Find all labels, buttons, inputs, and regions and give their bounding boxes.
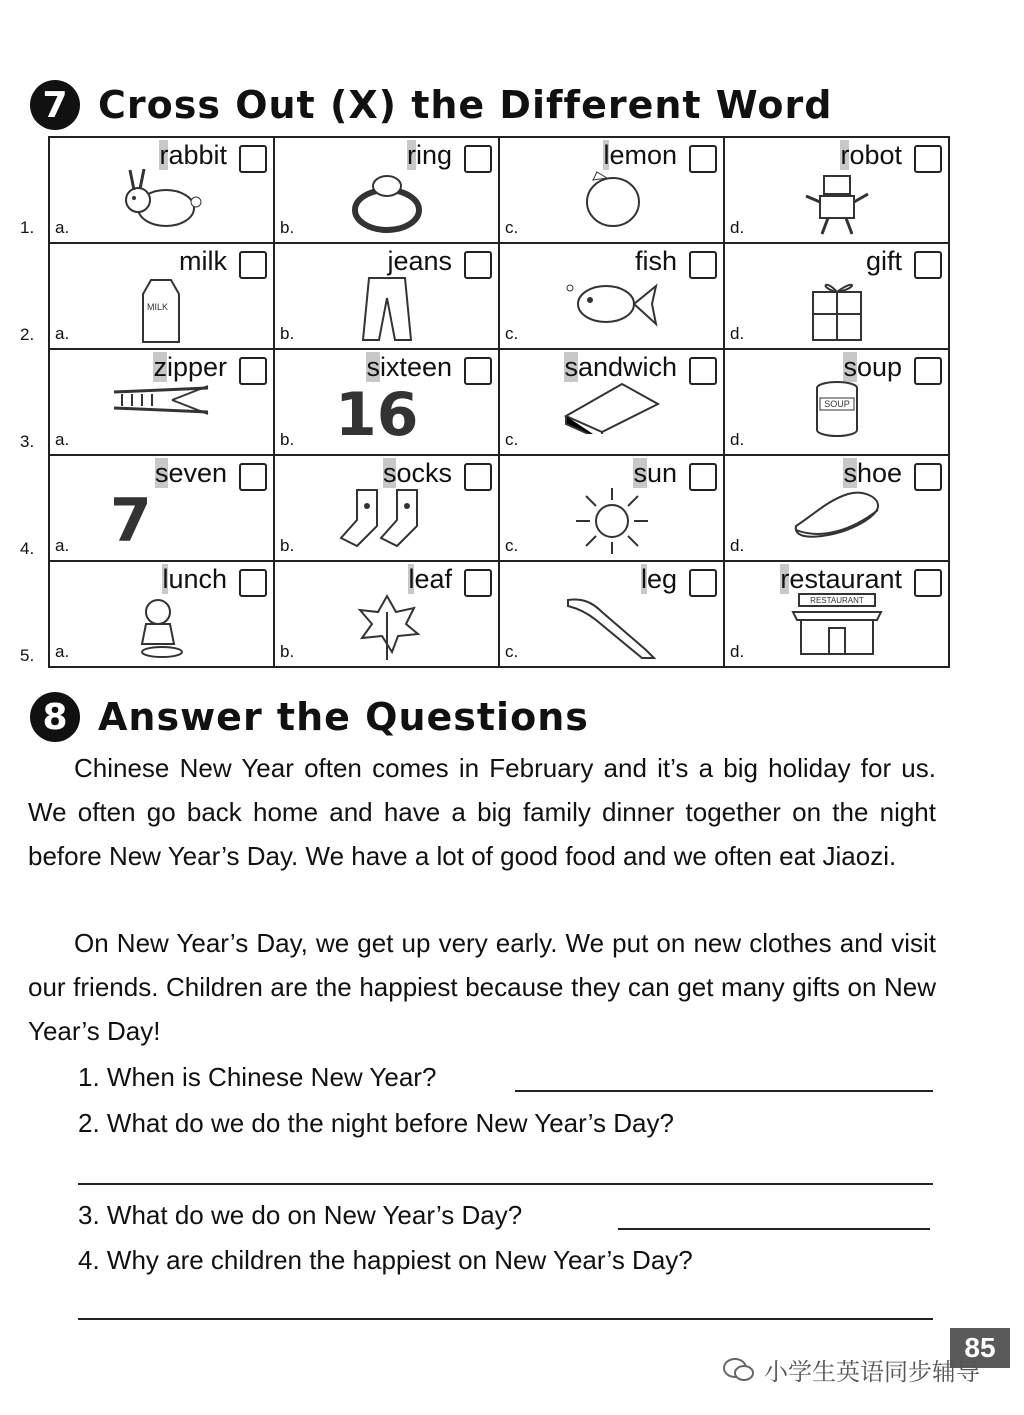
table-row (49, 349, 949, 455)
highlighted-initial-letter: r (840, 140, 850, 170)
option-letter: d. (730, 324, 745, 343)
socks-icon (337, 486, 437, 555)
table-row (49, 455, 949, 561)
word-remainder: fish (634, 246, 677, 276)
picture-label-text: SOUP (823, 399, 850, 409)
word-cell (499, 243, 724, 349)
number-seven: 7 (110, 486, 152, 556)
option-letter: b. (280, 430, 295, 449)
word-cell (724, 455, 949, 561)
word-cell (274, 455, 499, 561)
option-word (843, 352, 902, 383)
row-number: 5. (20, 646, 35, 665)
word-remainder: ipper (166, 352, 227, 382)
option-letter: b. (280, 218, 295, 237)
cross-out-checkbox[interactable] (689, 463, 717, 491)
highlighted-initial-letter: r (406, 140, 416, 170)
word-remainder: milk (179, 246, 227, 276)
cross-out-checkbox[interactable] (689, 569, 717, 597)
word-remainder: abbit (168, 140, 227, 170)
word-cell (49, 455, 274, 561)
picture-label-text: RESTAURANT (809, 596, 864, 605)
option-letter: d. (730, 218, 745, 237)
word-remainder: unch (168, 564, 227, 594)
cross-out-checkbox[interactable] (914, 357, 942, 385)
word-remainder: hoe (856, 458, 902, 488)
soup-can-icon (812, 380, 862, 443)
cross-out-checkbox[interactable] (464, 145, 492, 173)
cross-out-checkbox[interactable] (464, 569, 492, 597)
cross-out-checkbox[interactable] (239, 463, 267, 491)
word-remainder: andwich (577, 352, 677, 382)
shoe-icon (792, 486, 882, 547)
milk-carton-icon (137, 274, 187, 349)
highlighted-initial-letter: r (780, 564, 790, 594)
word-remainder: emon (609, 140, 677, 170)
question-2: 2. What do we do the night before New Year’s Day? (78, 1108, 674, 1138)
word-cell (49, 137, 274, 243)
table-row (49, 561, 949, 667)
word-cell (49, 243, 274, 349)
word-cell (499, 561, 724, 667)
cross-out-checkbox[interactable] (914, 463, 942, 491)
word-cell (499, 349, 724, 455)
word-cell (274, 561, 499, 667)
word-cell (274, 137, 499, 243)
section-7-heading (30, 80, 832, 130)
row-number: 3. (20, 432, 35, 451)
option-word (780, 564, 902, 595)
highlighted-initial-letter: z (153, 352, 167, 382)
word-cell (724, 243, 949, 349)
section-7-title: Cross Out (X) the Different Word (98, 83, 833, 127)
cross-out-checkbox[interactable] (914, 569, 942, 597)
option-word (162, 564, 227, 595)
option-letter: d. (730, 642, 745, 661)
word-cell (499, 455, 724, 561)
cross-out-checkbox[interactable] (689, 145, 717, 173)
cross-out-checkbox[interactable] (914, 251, 942, 279)
section-8-heading (30, 692, 589, 742)
rabbit-icon (114, 168, 210, 237)
word-remainder: eg (646, 564, 677, 594)
option-word (840, 140, 902, 171)
option-word (383, 458, 452, 489)
word-cell (499, 137, 724, 243)
word-remainder: obot (849, 140, 902, 170)
option-letter: d. (730, 430, 745, 449)
option-letter: a. (55, 324, 70, 343)
highlighted-initial-letter: l (603, 140, 610, 170)
fish-icon (564, 274, 660, 339)
cross-out-checkbox[interactable] (689, 357, 717, 385)
section-8-number-badge: 8 (30, 692, 80, 742)
cross-out-checkbox[interactable] (239, 145, 267, 173)
cross-out-table (48, 136, 950, 668)
highlighted-initial-letter: s (366, 352, 380, 382)
lunch-icon (122, 592, 202, 667)
row-number: 2. (20, 325, 35, 344)
word-cell (49, 349, 274, 455)
reading-paragraph-1: Chinese New Year often comes in February and it’s a big holiday for us. We often go back home and have a big family dinner together on the night before New Year’s Day. We have a lot of good food and we often eat Jiaozi. (28, 753, 936, 871)
option-letter: a. (55, 642, 70, 661)
option-word (641, 564, 677, 595)
gift-icon (807, 274, 867, 349)
table-row (49, 243, 949, 349)
watermark (722, 1352, 980, 1387)
word-cell (49, 561, 274, 667)
answer-line-1[interactable] (515, 1090, 933, 1092)
option-word (407, 140, 452, 171)
answer-line-4[interactable] (78, 1318, 933, 1320)
cross-out-checkbox[interactable] (464, 357, 492, 385)
word-remainder: ixteen (379, 352, 452, 382)
restaurant-icon (789, 592, 885, 663)
option-word (635, 246, 677, 277)
row-number: 1. (20, 218, 35, 237)
highlighted-initial-letter: s (564, 352, 578, 382)
option-word (866, 246, 902, 277)
word-remainder: ocks (396, 458, 452, 488)
option-word (179, 246, 227, 277)
option-word (153, 352, 227, 383)
option-letter: a. (55, 430, 70, 449)
zipper-icon (112, 380, 212, 425)
word-remainder: gift (865, 246, 902, 276)
cross-out-checkbox[interactable] (464, 463, 492, 491)
section-7-number-badge: 7 (30, 80, 80, 130)
highlighted-initial-letter: s (843, 352, 857, 382)
option-letter: b. (280, 642, 295, 661)
highlighted-initial-letter: l (408, 564, 415, 594)
leg-icon (562, 592, 662, 667)
word-remainder: even (168, 458, 227, 488)
highlighted-initial-letter: l (162, 564, 169, 594)
word-remainder: un (646, 458, 677, 488)
word-remainder: eaf (414, 564, 452, 594)
option-word (843, 458, 902, 489)
highlighted-initial-letter: s (843, 458, 857, 488)
word-cell (274, 349, 499, 455)
question-3: 3. What do we do on New Year’s Day? (78, 1200, 523, 1230)
word-remainder: jeans (387, 246, 452, 276)
robot-icon (802, 168, 872, 243)
cross-out-checkbox[interactable] (239, 251, 267, 279)
ring-icon (347, 168, 427, 241)
jeans-icon (357, 274, 417, 349)
word-remainder: oup (856, 352, 902, 382)
answer-line-2[interactable] (78, 1183, 933, 1185)
number-sixteen: 16 (335, 380, 419, 450)
option-word (408, 564, 452, 595)
question-4: 4. Why are children the happiest on New Year’s Day? (78, 1245, 693, 1275)
table-row (49, 137, 949, 243)
option-word (155, 458, 227, 489)
watermark-text: 小学生英语同步辅导 (764, 1359, 980, 1386)
cross-out-checkbox[interactable] (914, 145, 942, 173)
option-letter: c. (505, 642, 519, 661)
option-word (603, 140, 677, 171)
highlighted-initial-letter: s (154, 458, 169, 488)
section-8-title: Answer the Questions (98, 695, 589, 739)
option-word (387, 246, 452, 277)
sun-icon (572, 486, 652, 561)
word-remainder: ing (415, 140, 452, 170)
highlighted-initial-letter: l (640, 564, 647, 594)
highlighted-initial-letter: s (382, 458, 397, 488)
svg-text:MILK: MILK (146, 302, 168, 312)
option-letter: c. (505, 536, 519, 555)
option-letter: a. (55, 536, 70, 555)
page-number: 85 (950, 1328, 1010, 1368)
lemon-icon (577, 168, 647, 235)
word-cell (724, 349, 949, 455)
option-letter: c. (505, 324, 519, 343)
option-letter: b. (280, 536, 295, 555)
option-letter: b. (280, 324, 295, 343)
reading-paragraph-2: On New Year’s Day, we get up very early. We put on new clothes and visit our friends. Children are the happiest because they can get many gifts on New Year’s Day! (28, 928, 936, 1046)
word-cell (274, 243, 499, 349)
option-word (366, 352, 452, 383)
row-number: 4. (20, 539, 35, 558)
highlighted-initial-letter: r (159, 140, 169, 170)
question-1: 1. When is Chinese New Year? (78, 1062, 437, 1092)
answer-line-3[interactable] (618, 1228, 930, 1230)
cross-out-checkbox[interactable] (239, 357, 267, 385)
option-letter: a. (55, 218, 70, 237)
option-letter: c. (505, 430, 519, 449)
sandwich-icon (562, 380, 662, 439)
leaf-icon (352, 592, 422, 667)
option-word (159, 140, 227, 171)
option-letter: d. (730, 536, 745, 555)
word-remainder: estaurant (789, 564, 902, 594)
option-word (564, 352, 677, 383)
option-word (633, 458, 677, 489)
cross-out-checkbox[interactable] (689, 251, 717, 279)
option-letter: c. (505, 218, 519, 237)
wechat-icon (722, 1356, 756, 1384)
highlighted-initial-letter: s (633, 458, 647, 488)
cross-out-checkbox[interactable] (464, 251, 492, 279)
word-cell (724, 561, 949, 667)
cross-out-checkbox[interactable] (239, 569, 267, 597)
word-cell (724, 137, 949, 243)
